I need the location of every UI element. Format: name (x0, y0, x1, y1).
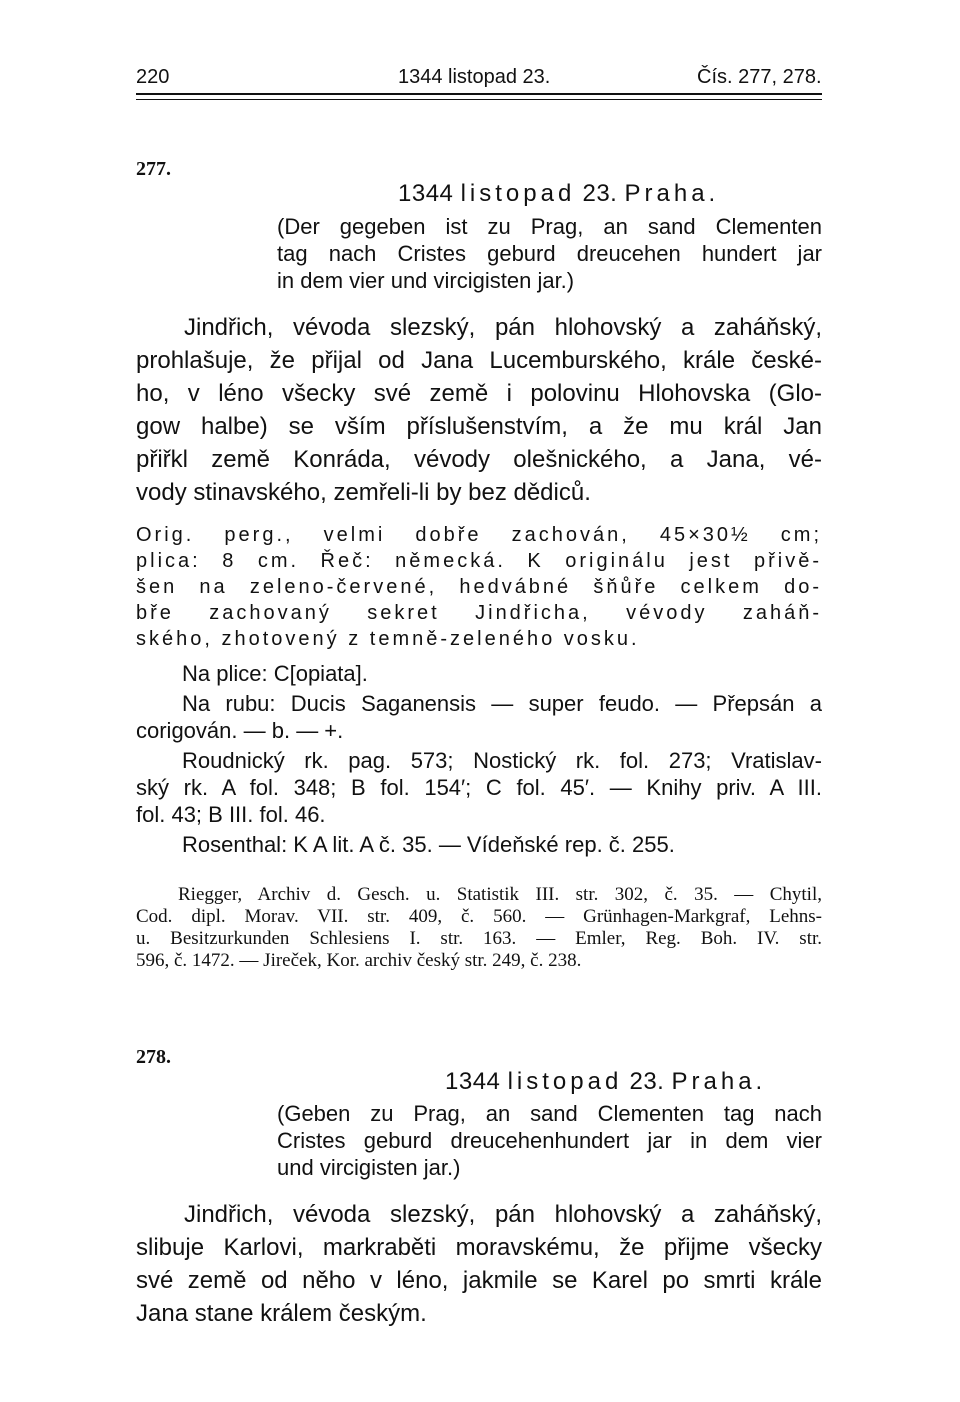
doc-277-quote (277, 213, 822, 294)
doc-278-month: listopad (507, 1068, 623, 1095)
doc-277-abstract (136, 311, 822, 509)
quote-line: Cristes geburd dreucehenhundert jar in dem vier (277, 1128, 822, 1153)
header-date: 1344 listopad 23. (398, 66, 551, 88)
doc-277-date-line (398, 180, 719, 208)
orig-line: šen na zeleno-červené, hedvábné šňůře celkem do- (136, 576, 822, 598)
abstract-line: své země od něho v léno, jakmile se Karel po smrti krále (136, 1267, 822, 1294)
doc-278-quote (277, 1100, 822, 1181)
copies-line: fol. 43; B III. fol. 46. (136, 802, 326, 827)
literature-line: u. Besitzurkunden Schlesiens I. str. 163. — Emler, Reg. Boh. IV. str. (136, 928, 822, 949)
doc-277-rosenthal: Rosenthal: K A lit. A č. 35. — Vídeňské rep. č. 255. (182, 832, 675, 857)
quote-line: tag nach Cristes geburd dreucehen hundert jar (277, 241, 822, 266)
abstract-line: Jindřich, vévoda slezský, pán hlohovský a zaháňský, (184, 314, 822, 341)
doc-278-abstract (136, 1198, 822, 1330)
doc-278-number: 278. (136, 1046, 171, 1068)
doc-277-literature (136, 884, 822, 972)
quote-line: (Geben zu Prag, an sand Clementen tag nach (277, 1101, 822, 1126)
doc-278-day: 23. (629, 1068, 665, 1095)
copies-line: Roudnický rk. pag. 573; Nostický rk. fol. 273; Vratislav- (182, 748, 822, 773)
rubu-line: Na rubu: Ducis Saganensis — super feudo. — Přepsán a (182, 691, 822, 716)
doc-278-place: Praha. (671, 1068, 767, 1095)
quote-line: und vircigisten jar.) (277, 1155, 461, 1180)
orig-line: bře zachovaný sekret Jindřicha, vévody zaháň- (136, 602, 822, 624)
literature-line: 596, č. 1472. — Jireček, Kor. archiv český str. 249, č. 238. (136, 950, 582, 971)
copies-line: ský rk. A fol. 348; B fol. 154′; C fol. 45′. — Knihy priv. A III. (136, 775, 822, 800)
doc-277-plice: Na plice: C[opiata]. (182, 661, 368, 686)
quote-line: (Der gegeben ist zu Prag, an sand Clementen (277, 214, 822, 239)
abstract-line: přiřkl země Konráda, vévody olešnického, a Jana, vé- (136, 446, 822, 473)
doc-277-number: 277. (136, 158, 171, 180)
orig-line: Orig. perg., velmi dobře zachován, 45×30½ cm; (136, 524, 822, 546)
doc-278-date-line (445, 1068, 766, 1096)
header-rule-top (136, 93, 822, 95)
abstract-line: vody stinavského, zemřeli-li by bez dědiců. (136, 479, 591, 506)
abstract-line: prohlašuje, že přijal od Jana Lucemburského, krále české- (136, 347, 822, 374)
doc-277-month: listopad (460, 180, 576, 207)
header-rule-bottom (136, 99, 822, 100)
orig-line: ského, zhotovený z temně-zeleného vosku. (136, 628, 640, 650)
doc-278-year: 1344 (445, 1068, 501, 1095)
literature-line: Cod. dipl. Morav. VII. str. 409, č. 560. — Grünhagen-Markgraf, Lehns- (136, 906, 822, 927)
doc-277-copies (136, 747, 822, 828)
abstract-line: Jana stane králem českým. (136, 1300, 427, 1327)
header-doc-numbers: Čís. 277, 278. (697, 66, 822, 88)
rubu-line: corigován. — b. — +. (136, 718, 344, 743)
doc-277-day: 23. (582, 180, 618, 207)
doc-277-place: Praha. (624, 180, 720, 207)
abstract-line: ho, v léno všecky své země i polovinu Hlohovska (Glo- (136, 380, 822, 407)
literature-line: Riegger, Archiv d. Gesch. u. Statistik III. str. 302, č. 35. — Chytil, (178, 884, 822, 905)
doc-277-rubu (136, 690, 822, 744)
doc-277-original-description (136, 522, 822, 652)
abstract-line: gow halbe) se vším příslušenstvím, a že mu král Jan (136, 413, 822, 440)
page-number: 220 (136, 66, 170, 88)
doc-277-year: 1344 (398, 180, 454, 207)
orig-line: plica: 8 cm. Řeč: německá. K originálu jest přivě- (136, 550, 822, 572)
quote-line: in dem vier und vircigisten jar.) (277, 268, 575, 293)
abstract-line: slibuje Karlovi, markraběti moravskému, že přijme všecky (136, 1234, 822, 1261)
abstract-line: Jindřich, vévoda slezský, pán hlohovský a zaháňský, (184, 1201, 822, 1228)
